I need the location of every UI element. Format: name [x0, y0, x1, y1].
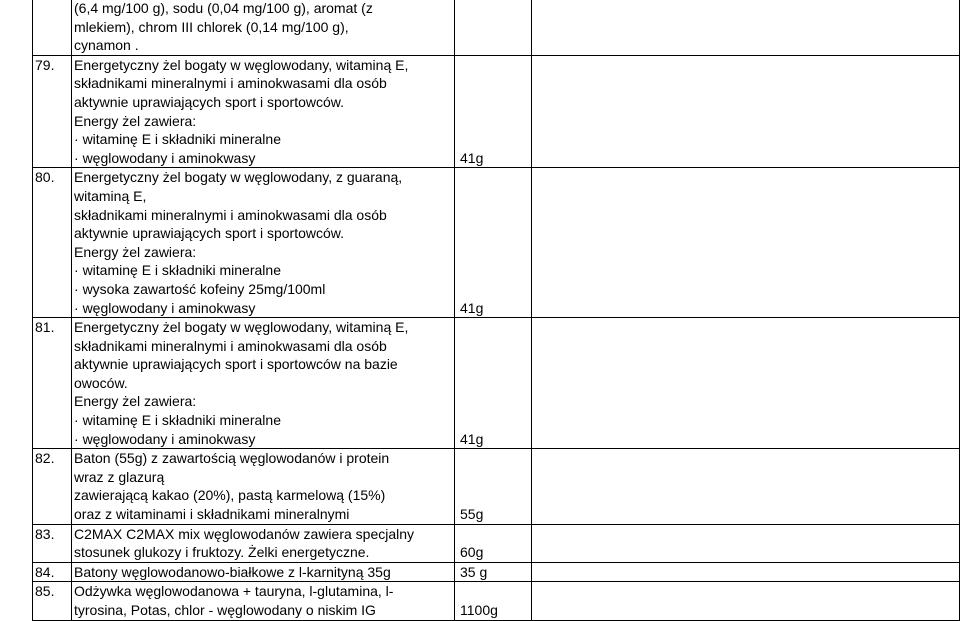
item-description — [72, 582, 455, 620]
item-number — [33, 0, 72, 55]
empty-cell — [532, 0, 960, 55]
item-weight: 41g — [455, 168, 532, 318]
empty-cell — [532, 562, 960, 582]
description-line: Energy żel zawiera: — [74, 112, 197, 129]
item-weight: 55g — [455, 449, 532, 524]
description-line: aktywnie uprawiających sport i sportowców. — [74, 93, 345, 110]
description-line: witaminą E, — [74, 187, 147, 204]
description-line: zawierającą kakao (20%), pastą karmelową (15%) — [74, 487, 386, 504]
item-weight: 41g — [455, 318, 532, 449]
description-line: Odżywka węglowodanowa + tauryna, l-glutamina, l- — [74, 583, 394, 600]
item-number: 84. — [33, 562, 72, 582]
item-number: 79. — [33, 55, 72, 168]
description-line: cynamon . — [74, 37, 139, 54]
item-description — [72, 318, 455, 449]
table-body — [33, 0, 960, 620]
empty-cell — [532, 524, 960, 562]
description-line: Energetyczny żel bogaty w węglowodany, witaminą E, — [74, 319, 409, 336]
description-bullet-line: · witaminę E i składniki mineralne — [74, 411, 450, 430]
item-description — [72, 168, 455, 318]
description-line: wraz z glazurą — [74, 468, 165, 485]
description-line: Batony węglowodanowo-białkowe z l-karnityną 35g — [74, 563, 391, 580]
table-row — [33, 168, 960, 318]
item-description — [72, 449, 455, 524]
item-weight — [455, 0, 532, 55]
description-line: Energy żel zawiera: — [74, 243, 197, 260]
item-description — [72, 55, 455, 168]
table-row — [33, 562, 960, 582]
description-line: składnikami mineralnymi i aminokwasami dla osób — [74, 206, 387, 223]
empty-cell — [532, 55, 960, 168]
description-line: Energetyczny żel bogaty w węglowodany, z guaraną, — [74, 169, 403, 186]
item-weight: 60g — [455, 524, 532, 562]
description-bullet-line: · witaminę E i składniki mineralne — [74, 261, 450, 280]
description-line: Energy żel zawiera: — [74, 393, 197, 410]
empty-cell — [532, 582, 960, 620]
description-line: składnikami mineralnymi i aminokwasami dla osób — [74, 75, 387, 92]
description-line: C2MAX C2MAX mix węglowodanów zawiera specjalny — [74, 525, 415, 542]
item-description — [72, 524, 455, 562]
item-number: 80. — [33, 168, 72, 318]
description-line: Energetyczny żel bogaty w węglowodany, witaminą E, — [74, 56, 409, 73]
table-row — [33, 0, 960, 55]
table-row — [33, 582, 960, 620]
item-weight: 1100g — [455, 582, 532, 620]
description-line: aktywnie uprawiających sport i sportowców na bazie — [74, 356, 398, 373]
description-line: oraz z witaminami i składnikami mineralnymi — [74, 506, 350, 523]
description-line: składnikami mineralnymi i aminokwasami dla osób — [74, 337, 387, 354]
description-line: (6,4 mg/100 g), sodu (0,04 mg/100 g), aromat (z — [74, 0, 373, 16]
item-number: 85. — [33, 582, 72, 620]
description-line: tyrosina, Potas, chlor - węglowodany o niskim IG — [74, 602, 376, 618]
item-number: 81. — [33, 318, 72, 449]
table-row — [33, 524, 960, 562]
description-bullet-line: · węglowodany i aminokwasy — [74, 430, 450, 449]
description-bullet-line: · wysoka zawartość kofeiny 25mg/100ml — [74, 280, 450, 299]
description-line: owoców. — [74, 374, 128, 391]
table-row — [33, 318, 960, 449]
description-bullet-line: · witaminę E i składniki mineralne — [74, 130, 450, 149]
description-bullet-line: · węglowodany i aminokwasy — [74, 299, 450, 318]
table-row — [33, 449, 960, 524]
item-weight: 35 g — [455, 562, 532, 582]
item-description — [72, 0, 455, 55]
product-spec-table — [32, 0, 960, 621]
item-number: 82. — [33, 449, 72, 524]
description-line: Baton (55g) z zawartością węglowodanów i protein — [74, 450, 390, 467]
description-bullet-line: · węglowodany i aminokwasy — [74, 149, 450, 168]
description-line: mlekiem), chrom III chlorek (0,14 mg/100 g), — [74, 18, 349, 35]
empty-cell — [532, 318, 960, 449]
description-line: aktywnie uprawiających sport i sportowców. — [74, 225, 345, 242]
item-description — [72, 562, 455, 582]
description-line: stosunek glukozy i fruktozy. Żelki energetyczne. — [74, 544, 370, 561]
table-row — [33, 55, 960, 168]
item-number: 83. — [33, 524, 72, 562]
empty-cell — [532, 449, 960, 524]
item-weight: 41g — [455, 55, 532, 168]
empty-cell — [532, 168, 960, 318]
